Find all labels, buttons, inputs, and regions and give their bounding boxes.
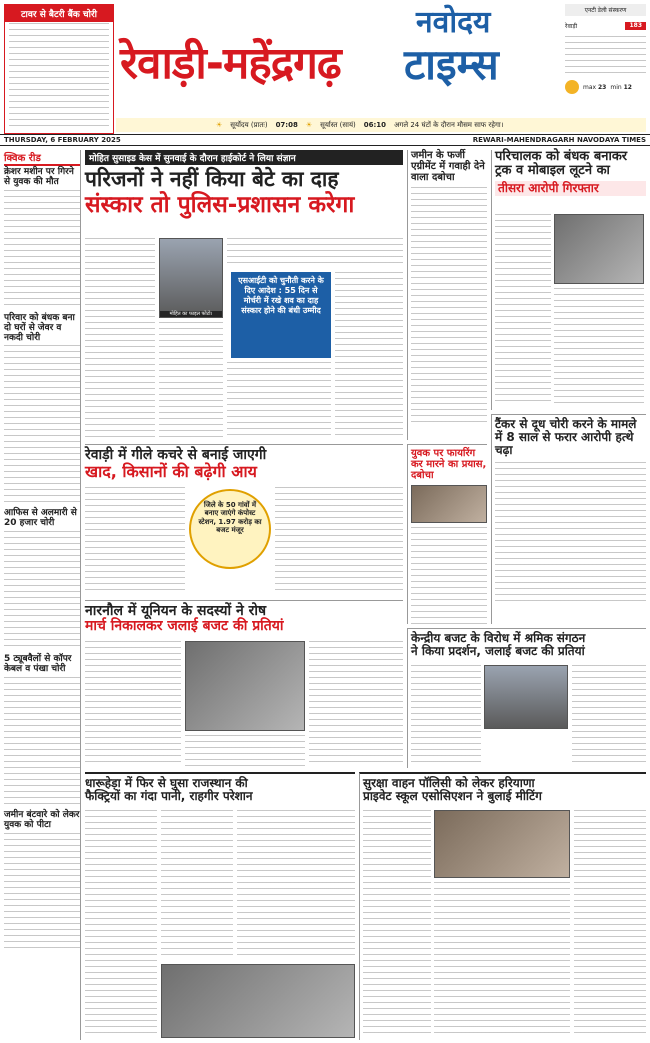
english-title: REWARI-MAHENDRAGARH NAVODAYA TIMES — [472, 136, 646, 144]
labour-photo — [484, 665, 568, 729]
compost-story — [85, 444, 403, 594]
lead-kicker: मोहित सुसाइड केस में सुनवाई के दौरान हाईकोर्ट ने लिया संज्ञान — [85, 150, 403, 165]
left-column — [4, 150, 81, 1040]
masthead — [0, 0, 650, 148]
masthead-title: रेवाड़ी-महेंद्रगढ़ — [120, 38, 341, 89]
tagline: अगले 24 घंटों के दौरान मौसम साफ रहेगा। — [394, 120, 504, 129]
logo-area — [116, 4, 562, 116]
weather-min: 12 — [623, 83, 632, 91]
lead-callout: एसआईटी को चुनौती करने के दिए आदेश : 55 दिन से मोर्चरी में रखे शव का दाह संस्कार होने की बंधी उम्मीद — [231, 272, 331, 358]
sunrise-label: सूर्योदय (प्रातः) — [230, 120, 268, 129]
labour-story — [407, 628, 646, 768]
fake-registry-story — [407, 150, 487, 440]
tanker-story — [491, 414, 646, 624]
hostage-subheadline: तीसरा आरोपी गिरफ्तार — [495, 181, 646, 196]
union-headline-1: नारनौल में यूनियन के सदस्यों ने रोष — [85, 603, 267, 619]
brand-top: नवोदय — [416, 5, 491, 40]
brand-bottom: टाइम्स — [404, 40, 499, 89]
lead-headline-1: परिजनों ने नहीं किया बेटे का दाह — [85, 167, 339, 191]
weather-max: 23 — [597, 83, 607, 91]
pollution-story — [85, 772, 355, 1040]
lead-headline-2: संस्कार तो पुलिस-प्रशासन करेगा — [85, 192, 355, 219]
pollution-headline-1: धारूहेड़ा में फिर से घुसा राजस्थान की — [85, 776, 248, 790]
union-story — [85, 600, 403, 768]
fake-registry-headline: जमीन के फर्जी एग्रीमेंट में गवाही देने वाला दबोचा — [411, 150, 485, 183]
pollution-headline-2: फैक्ट्रियों का गंदा पानी, राहगीर परेशान — [85, 789, 253, 804]
left-item — [4, 655, 80, 807]
edition-tag: एनटी डेली संस्करण — [565, 4, 646, 16]
hostage-story — [491, 150, 646, 410]
date-line: THURSDAY, 6 FEBRUARY 2025 — [4, 136, 121, 144]
mohit-photo — [159, 238, 223, 318]
school-story — [359, 772, 646, 1040]
labour-headline-2: ने किया प्रदर्शन, जलाई बजट की प्रतियां — [411, 644, 585, 659]
sunset-time: 06:10 — [363, 121, 387, 129]
page-badge: 183 — [625, 22, 646, 30]
compost-headline-1: रेवाड़ी में गीले कचरे से बनाई जाएगी — [85, 447, 267, 463]
left-item — [4, 811, 80, 953]
edition-box: एनटी डेली संस्करण रेवाड़ी 183 max 23 min 12 — [565, 4, 646, 116]
weather-strip — [116, 118, 646, 132]
left-item-title: आफिस से अलमारी से 20 हजार चोरी — [4, 508, 77, 529]
union-protest-photo — [185, 641, 305, 731]
firing-story — [407, 444, 487, 624]
compost-headline-2: खाद, किसानों की बढ़ेगी आय — [85, 462, 257, 482]
dirty-water-photo — [161, 964, 355, 1038]
school-headline-2: प्राइवेट स्कूल एसोसिएशन ने बुलाई मीटिंग — [363, 789, 542, 804]
tower-battery-title: टावर से बैटरी बैंक चोरी — [5, 5, 113, 22]
left-item — [4, 509, 80, 651]
union-headline-2: मार्च निकालकर जलाई बजट की प्रतियां — [85, 618, 284, 635]
school-headline-1: सुरक्षा वाहन पॉलिसी को लेकर हरियाणा — [363, 776, 535, 790]
hostage-headline-2: ट्रक व मोबाइल लूटने का — [495, 163, 610, 179]
sunrise-time: 07:08 — [275, 121, 298, 129]
lead-story — [85, 150, 403, 440]
left-item-title: क्रेशर मशीन पर गिरने से युवक की मौत — [4, 167, 74, 187]
sunrise-icon: ☀ — [216, 121, 223, 129]
left-item — [4, 168, 80, 310]
left-item-title: 5 ट्यूबवैलों से कॉपर केबल व पंखा चोरी — [4, 654, 72, 675]
masthead-left-box — [4, 4, 114, 134]
school-meeting-photo — [434, 810, 570, 878]
city-label: रेवाड़ी — [565, 23, 578, 30]
sunset-icon: ☀ — [305, 121, 313, 129]
quick-read-label: क्विक रीड — [4, 150, 80, 166]
tanker-headline: टैंकर से दूध चोरी करने के मामले में 8 साल से फरार आरोपी हत्थे चढ़ा — [495, 417, 637, 458]
labour-headline-1: केन्द्रीय बजट के विरोध में श्रमिक संगठन — [411, 631, 586, 645]
handcuff-photo — [411, 485, 487, 523]
sunset-label: सूर्यास्त (सायं) — [320, 120, 356, 129]
photo-caption: मोहित का फाइल फोटो। — [160, 311, 222, 317]
compost-callout: जिले के 50 गांवों में बनाए जाएंगे कंपोस्ट स्टेशन, 1.97 करोड़ का बजट मंजूर — [189, 489, 271, 569]
left-item — [4, 314, 80, 506]
firing-headline: युवक पर फायरिंग कर मारने का प्रयास, दबोचा — [411, 448, 487, 481]
left-item-title: परिवार को बंधक बना दो घरों से जेवर व नकदी चोरी — [4, 312, 75, 343]
sun-icon — [565, 80, 579, 94]
date-bar — [0, 134, 650, 146]
hostage-headline-1: परिचालक को बंधक बनाकर — [495, 149, 628, 164]
left-item-title: जमीन बंटवारे को लेकर युवक को पीटा — [4, 810, 80, 830]
accused-photo — [554, 214, 644, 284]
